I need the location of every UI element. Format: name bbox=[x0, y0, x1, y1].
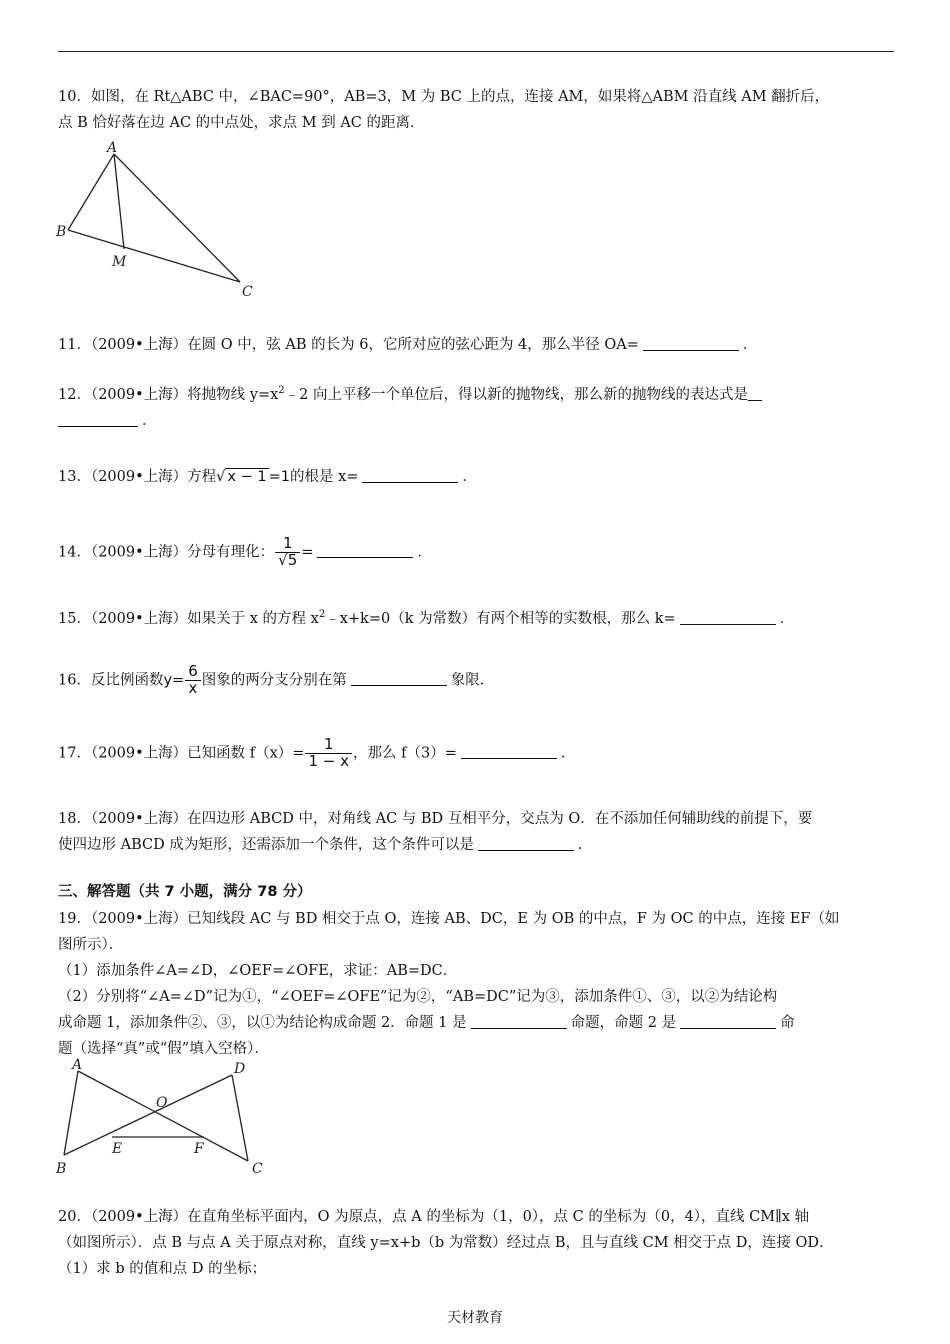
q16-num: 6 bbox=[185, 664, 201, 681]
q12-sup: 2 bbox=[278, 385, 285, 396]
q13-eq: =1 bbox=[268, 469, 290, 485]
q10-edge-am bbox=[114, 154, 124, 249]
q17-num: 1 bbox=[305, 737, 352, 754]
q16-end: 象限． bbox=[450, 672, 495, 689]
header-rule bbox=[58, 51, 894, 52]
q19-label-f: F bbox=[194, 1141, 204, 1157]
q20-line2: （如图所示）．点 B 与点 A 关于原点对称，直线 y=x+b（b 为常数）经过点 B，且与直线 CM 相交于点 D，连接 OD． bbox=[58, 1235, 834, 1251]
q10-label-c: C bbox=[242, 284, 253, 300]
q20-line3: （1）求 b 的值和点 D 的坐标； bbox=[58, 1261, 267, 1277]
q10-label-a: A bbox=[107, 140, 118, 156]
q17-pre: 17．（2009•上海）已知函数 f（x）= bbox=[58, 745, 305, 762]
q18-line2-wrap bbox=[58, 832, 894, 858]
q19-label-c: C bbox=[252, 1161, 263, 1177]
q15-post: ﹣x+k=0（k 为常数）有两个相等的实数根，那么 k= bbox=[325, 611, 676, 627]
q14-den: √5 bbox=[278, 550, 298, 569]
q10-line2: 点 B 恰好落在边 AC 的中点处，求点 M 到 AC 的距离． bbox=[58, 115, 425, 131]
q15-end: ． bbox=[779, 611, 795, 627]
q19-line5b: 命题，命题 2 是 bbox=[570, 1015, 677, 1031]
q16-post: 图象的两分支分别在第 bbox=[201, 672, 347, 689]
q14-num: 1 bbox=[275, 536, 300, 553]
q13-radicand: x − 1 bbox=[227, 469, 267, 485]
q19-edge-ac bbox=[78, 1071, 248, 1161]
q16-fraction bbox=[185, 664, 201, 697]
q17-end: ． bbox=[560, 745, 576, 762]
q11-answer-blank[interactable] bbox=[643, 336, 739, 351]
q19-edge-db bbox=[64, 1075, 232, 1155]
q15-answer-blank[interactable] bbox=[680, 610, 776, 625]
q10-label-m: M bbox=[112, 254, 127, 270]
q19-answer-blank-2[interactable] bbox=[680, 1014, 776, 1029]
q19-line6: 题（选择“真”或“假”填入空格）． bbox=[58, 1041, 269, 1057]
q19-label-b: B bbox=[56, 1161, 67, 1177]
q18-line1: 18．（2009•上海）在四边形 ABCD 中，对角线 AC 与 BD 互相平分，交点为 O．在不添加任何辅助线的前提下，要 bbox=[58, 811, 813, 827]
q18-end: ． bbox=[577, 837, 593, 853]
q15-sup: 2 bbox=[318, 609, 326, 620]
q16-pre: 16．反比例函数 bbox=[58, 672, 164, 689]
q19-bowtie-figure bbox=[52, 1055, 276, 1177]
q16-den: x bbox=[188, 678, 198, 697]
q14-end: ． bbox=[417, 544, 432, 561]
q10-label-b: B bbox=[56, 224, 67, 240]
q14-eq: = bbox=[301, 544, 314, 561]
q14 bbox=[58, 536, 894, 569]
q19-line1: 19．（2009•上海）已知线段 AC 与 BD 相交于点 O，连接 AB、DC，E 为 OB 的中点，F 为 OC 的中点，连接 EF（如 bbox=[58, 911, 840, 927]
q17-post: ，那么 f（3）= bbox=[353, 745, 457, 762]
q12 bbox=[58, 382, 894, 434]
section-title: 三、解答题（共 7 小题，满分 78 分） bbox=[58, 884, 312, 900]
q10-triangle-figure bbox=[52, 140, 262, 302]
q17 bbox=[58, 737, 894, 770]
q15-pre: 15．（2009•上海）如果关于 x 的方程 x bbox=[58, 611, 319, 627]
q13-sqrt: √ x − 1 bbox=[216, 469, 267, 485]
q11-end: ． bbox=[742, 337, 758, 353]
q13-post: 的根是 x= bbox=[289, 469, 359, 485]
q16-y: y= bbox=[163, 672, 185, 689]
q19-answer-blank-1[interactable] bbox=[471, 1014, 567, 1029]
q10-edge-ab bbox=[68, 154, 114, 230]
q19-line5a: 成命题 1，添加条件②、③，以①为结论构成命题 2．命题 1 是 bbox=[58, 1015, 467, 1031]
q18-answer-blank[interactable] bbox=[478, 836, 574, 851]
q16 bbox=[58, 664, 894, 697]
q19-label-o: O bbox=[156, 1095, 168, 1111]
q19-line5c: 命 bbox=[780, 1015, 795, 1031]
q20-line1: 20．（2009•上海）在直角坐标平面内，O 为原点，点 A 的坐标为（1，0），点 C 的坐标为（0，4），直线 CM∥x 轴 bbox=[58, 1209, 810, 1225]
q19-line2: 图所示）． bbox=[58, 937, 124, 953]
q11 bbox=[58, 332, 894, 358]
q13-pre: 13．（2009•上海）方程 bbox=[58, 469, 217, 485]
q17-den: 1 − x bbox=[308, 751, 349, 770]
q18-line2: 使四边形 ABCD 成为矩形，还需添加一个条件，这个条件可以是 bbox=[58, 837, 474, 853]
q19-line5 bbox=[58, 1010, 894, 1036]
q14-fraction bbox=[275, 536, 300, 569]
q17-fraction bbox=[305, 737, 352, 770]
q19-edge-dc bbox=[232, 1075, 248, 1161]
q10-line1: 10．如图，在 Rt△ABC 中，∠BAC=90°，AB=3，M 为 BC 上的点，连接 AM，如果将△ABM 沿直线 AM 翻折后， bbox=[58, 89, 830, 105]
q12-text2: ﹣2 向上平移一个单位后，得以新的抛物线，那么新的抛物线的表达式是 bbox=[284, 387, 749, 403]
q13-end: ． bbox=[462, 469, 477, 485]
q11-text: 11．（2009•上海）在圆 O 中，弦 AB 的长为 6，它所对应的弦心距为 4，那么半径 OA= bbox=[58, 337, 639, 353]
q19-line3: （1）添加条件∠A=∠D，∠OEF=∠OFE，求证：AB=DC． bbox=[58, 963, 458, 979]
q19-label-d: D bbox=[234, 1061, 246, 1077]
q16-answer-blank[interactable] bbox=[351, 671, 447, 686]
q12-end: ． bbox=[142, 413, 157, 429]
q19-edge-ab bbox=[64, 1071, 78, 1155]
q19-line4: （2）分别将“∠A=∠D”记为①，“∠OEF=∠OFE”记为②，“AB=DC”记为③，添加条件①、③，以②为结论构 bbox=[58, 989, 778, 1005]
q12-answer-blank[interactable] bbox=[58, 412, 138, 427]
q19-label-a: A bbox=[72, 1057, 83, 1073]
q12-text: 12．（2009•上海）将抛物线 y=x bbox=[58, 387, 279, 403]
footer: 天材教育 bbox=[447, 1310, 503, 1326]
q19-label-e: E bbox=[112, 1141, 123, 1157]
q17-answer-blank[interactable] bbox=[461, 744, 557, 759]
q14-pre: 14．（2009•上海）分母有理化： bbox=[58, 544, 275, 561]
q14-answer-blank[interactable] bbox=[317, 543, 413, 558]
q15 bbox=[58, 606, 894, 632]
q13 bbox=[58, 464, 894, 490]
q13-answer-blank[interactable] bbox=[362, 468, 458, 483]
